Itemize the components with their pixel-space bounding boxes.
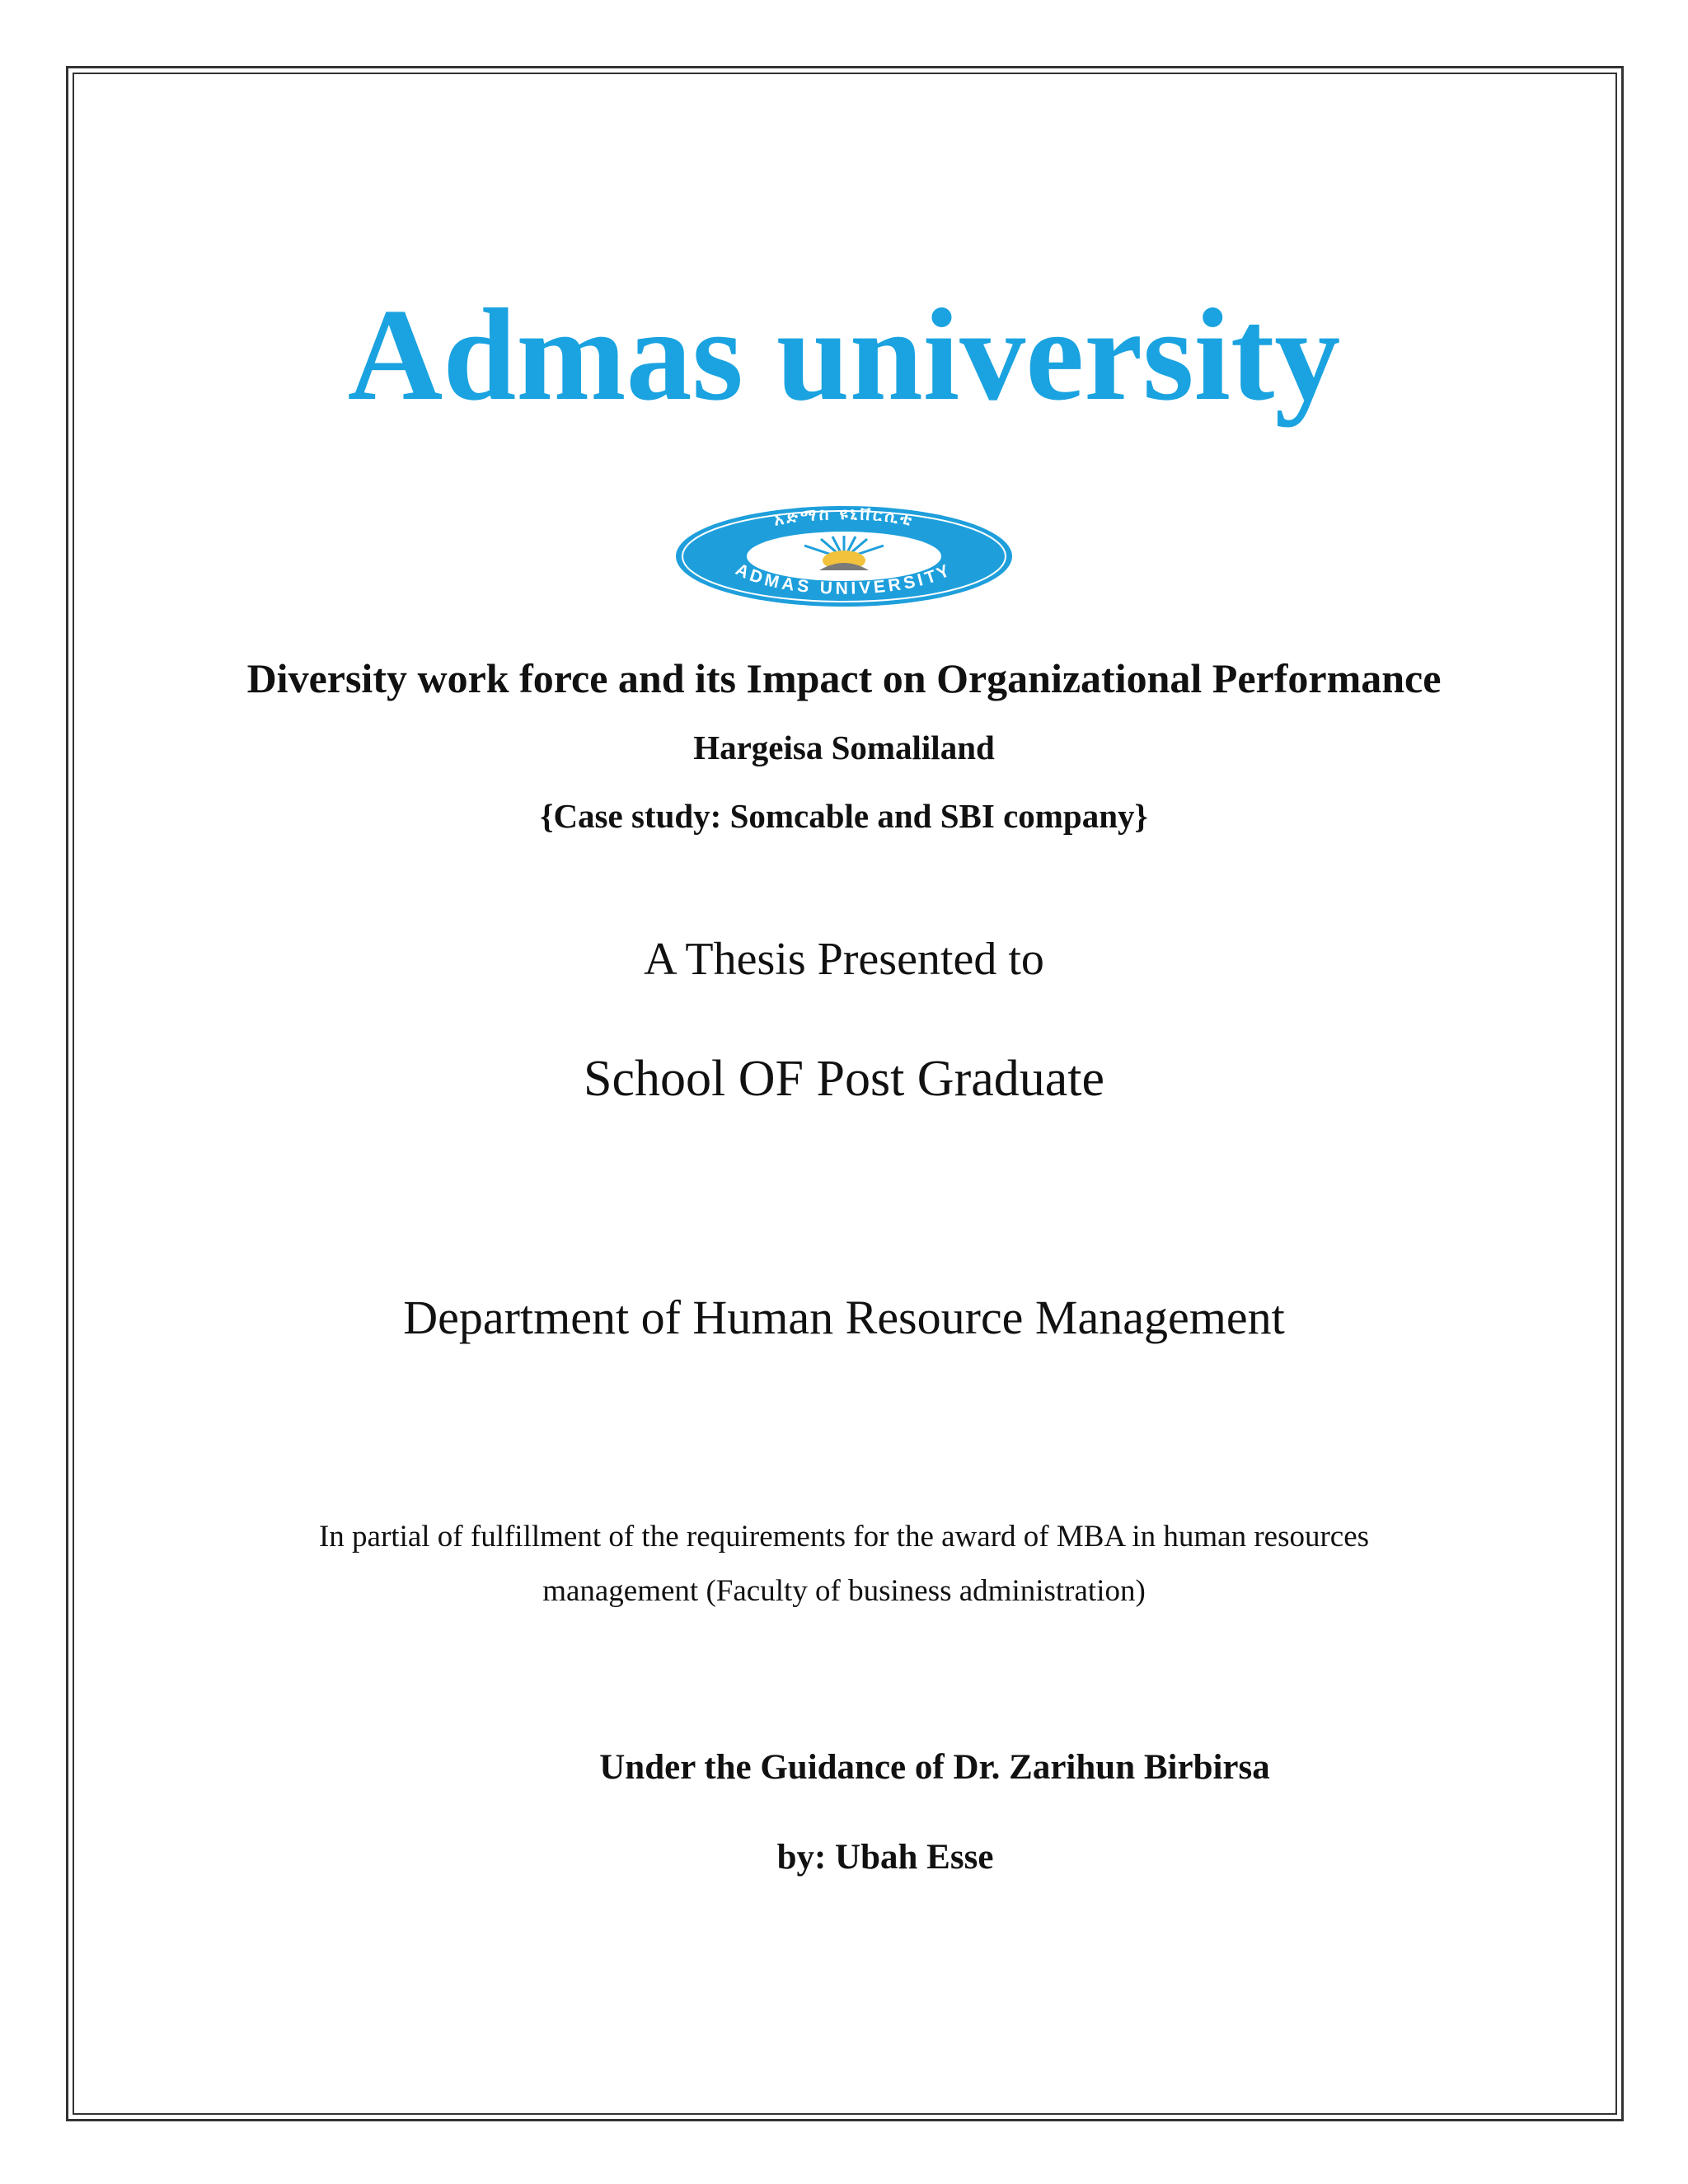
department-name: Department of Human Resource Management: [403, 1291, 1285, 1344]
university-logo: [674, 504, 1014, 608]
svg-text:አድማስ ዩኒቨርሲቲ: አድማስ ዩኒቨርሲቲ: [771, 504, 916, 530]
school-name: School OF Post Graduate: [583, 1051, 1105, 1107]
advisor-guidance: Under the Guidance of Dr. Zarihun Birbirsa: [599, 1748, 1270, 1787]
svg-text:ADMAS UNIVERSITY: ADMAS UNIVERSITY: [732, 560, 956, 598]
thesis-title: Diversity work force and its Impact on Organizational Performance: [246, 655, 1442, 701]
case-study: {Case study: Somcable and SBI company}: [540, 797, 1148, 835]
fulfillment-statement-line2: management (Faculty of business administration): [542, 1574, 1146, 1608]
university-name: Admas university: [347, 281, 1341, 428]
presented-to: A Thesis Presented to: [644, 934, 1044, 985]
thesis-location: Hargeisa Somaliland: [693, 729, 995, 766]
author-byline: by: Ubah Esse: [776, 1838, 994, 1877]
fulfillment-statement-line1: In partial of fulfillment of the requirements for the award of MBA in human resources: [318, 1520, 1370, 1554]
